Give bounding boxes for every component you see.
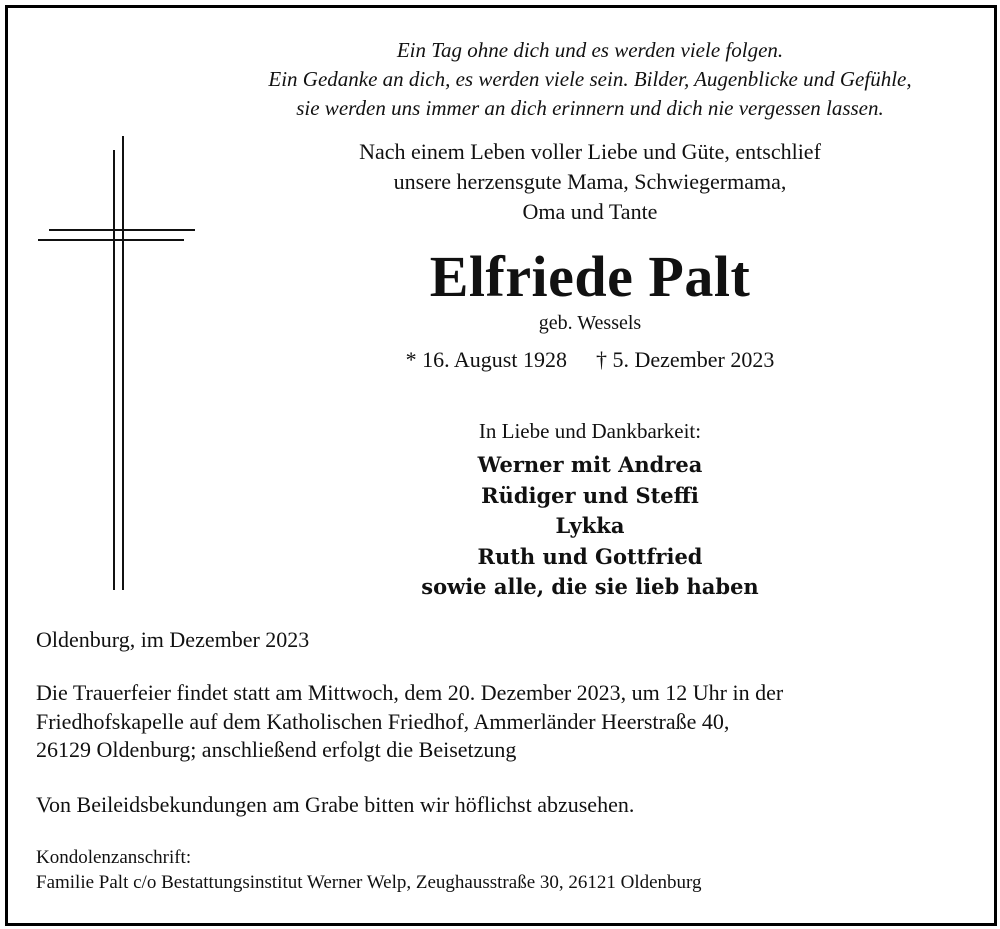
ceremony-line-1: Die Trauerfeier findet statt am Mittwoch, dem 20. Dezember 2023, um 12 Uhr in der bbox=[36, 680, 784, 705]
place-date: Oldenburg, im Dezember 2023 bbox=[36, 627, 310, 652]
death-date: † 5. Dezember 2023 bbox=[595, 347, 775, 372]
kondolenz-address bbox=[36, 845, 936, 895]
mourner-name: Rüdiger und Steffi bbox=[481, 482, 699, 508]
mourners-heading: In Liebe und Dankbarkeit: bbox=[478, 419, 702, 443]
birth-date: * 16. August 1928 bbox=[405, 347, 567, 372]
intro-text bbox=[300, 137, 880, 227]
poem-line-2: Ein Gedanke an dich, es werden viele sein. Bilder, Augenblicke und Gefühle, bbox=[268, 67, 912, 91]
born-name: geb. Wessels bbox=[538, 312, 642, 334]
mourner-name: Lykka bbox=[555, 513, 625, 538]
ceremony-line-2: Friedhofskapelle auf dem Katholischen Friedhof, Ammerländer Heerstraße 40, bbox=[36, 708, 730, 734]
intro-line-3: Oma und Tante bbox=[522, 199, 658, 224]
life-dates bbox=[300, 345, 880, 375]
poem-line-1: Ein Tag ohne dich und es werden viele folgen. bbox=[396, 38, 784, 62]
deceased-name: Elfriede Palt bbox=[429, 244, 751, 309]
mourner-name: Ruth und Gottfried bbox=[477, 543, 703, 569]
condolence-note: Von Beileidsbekundungen am Grabe bitten wir höflichst abzusehen. bbox=[36, 792, 635, 817]
kondolenz-text: Familie Palt c/o Bestattungsinstitut Werner Welp, Zeughausstraße 30, 26121 Oldenburg bbox=[36, 872, 702, 893]
mourner-name: Werner mit Andrea bbox=[477, 452, 703, 477]
ceremony-info bbox=[36, 679, 936, 765]
poem bbox=[230, 36, 950, 123]
mourner-name: sowie alle, die sie lieb haben bbox=[421, 574, 759, 599]
kondolenz-label: Kondolenzanschrift: bbox=[36, 847, 192, 868]
ceremony-line-3: 26129 Oldenburg; anschließend erfolgt die Beisetzung bbox=[36, 737, 517, 762]
mourners-list bbox=[300, 450, 880, 603]
intro-line-2: unsere herzensgute Mama, Schwiegermama, bbox=[393, 169, 787, 194]
poem-line-3: sie werden uns immer an dich erinnern und dich nie vergessen lassen. bbox=[296, 96, 884, 120]
intro-line-1: Nach einem Leben voller Liebe und Güte, entschlief bbox=[359, 139, 821, 164]
